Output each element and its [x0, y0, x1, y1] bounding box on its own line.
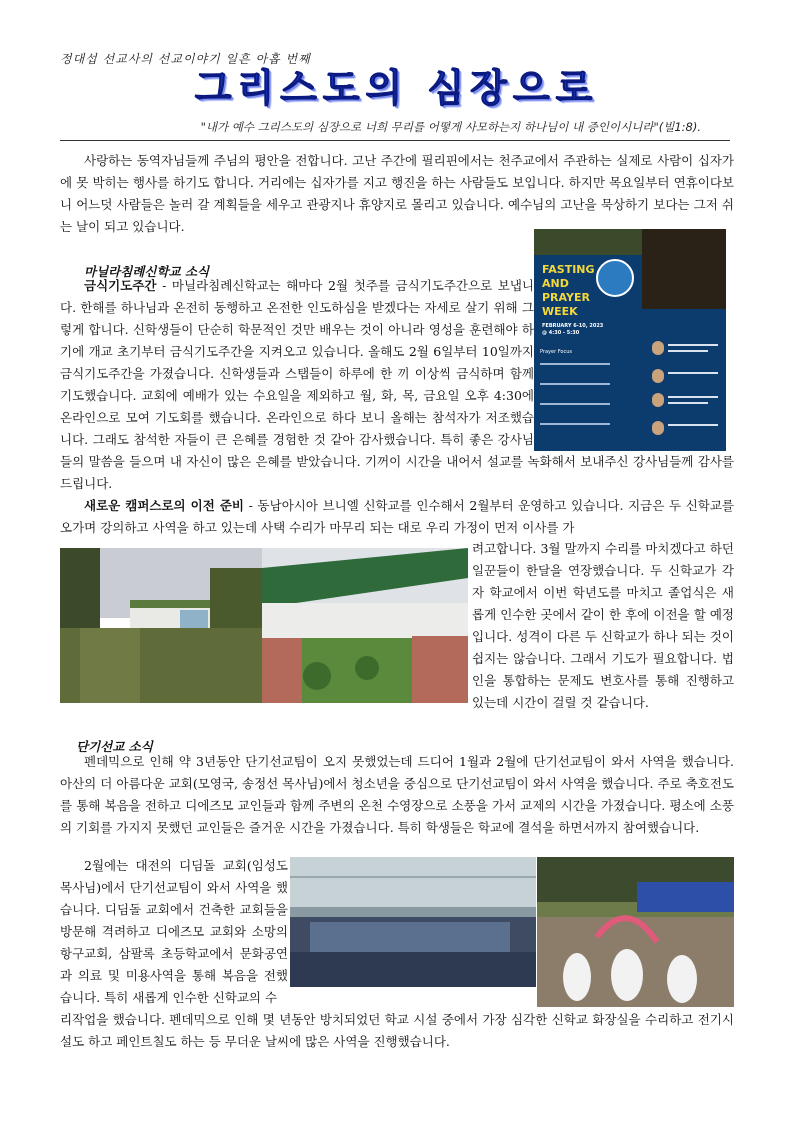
walkway-right	[412, 636, 468, 703]
dancer	[667, 955, 697, 1003]
dance-performance-photo	[537, 857, 734, 1007]
poster-title	[542, 263, 595, 319]
speaker-name-line	[668, 424, 718, 426]
main-title: 그리스도의 심장으로	[194, 66, 599, 110]
bible-verse: "내가 예수 그리스도의 심장으로 너희 무리를 어떻게 사모하는지 하나님이 내 증인이시니라"(빌1:8).	[200, 120, 701, 134]
speaker-photo	[652, 341, 664, 355]
speaker-name-line	[668, 344, 718, 346]
shrub	[355, 656, 379, 680]
poster-title-line: AND	[542, 277, 569, 290]
speaker-name-line	[668, 396, 718, 398]
speaker-photo	[652, 369, 664, 383]
praying-hands-photo	[642, 229, 726, 309]
gym-wall	[290, 857, 536, 907]
group-photo	[290, 857, 536, 987]
short-term-paragraph-2-continued: 리작업을 했습니다. 펜데믹으로 인해 몇 년동안 방치되었던 학교 시설 중에서 가장 심각한 신학교 화장실을 수리하고 전기시설도 하고 페인트칠도 하는 등 무더운 날씨에 많은 사역을 진행했습니다.	[60, 1012, 734, 1049]
poster-title-line: FASTING	[542, 263, 595, 276]
campus-courtyard-photo	[262, 548, 468, 703]
campus-side-text: 려고합니다. 3월 말까지 수리를 마치겠다고 하던 일꾼들이 한달을 연장했습니다. 두 신학교가 각자 학교에서 이번 학년도를 마치고 졸업식은 새롭게 인수한 곳에서 같이 한 후에 이전을 할 예정입니다. 성격이 다른 두 신학교가 하나 되는 것이 쉽지는 않습니다. 그래서 기도가 필요합니다. 법인을 통합하는 문제도 변호사를 통해 진행하고 있는데 시간이 걸릴 것 같습니다.	[472, 541, 734, 710]
speaker-name-line	[668, 402, 708, 404]
short-term-section-heading: 단기선교 소식	[76, 739, 153, 754]
crowd-front	[290, 952, 536, 987]
tree-right	[210, 568, 263, 638]
dancer	[611, 949, 643, 1001]
series-title: 정대섭 선교사의 선교이야기 일흔 아홉 번째	[60, 52, 311, 66]
poster-date-line: FEBRUARY 6-10, 2023	[542, 323, 604, 329]
speaker-name-line	[668, 372, 718, 374]
fasting-prayer-week-poster	[534, 229, 726, 451]
poster-title-line: WEEK	[542, 305, 578, 318]
roof	[130, 600, 210, 608]
focus-item-line	[540, 363, 610, 365]
short-term-paragraph-2: 2월에는 대전의 디딤돌 교회(임성도 목사님)에서 단기선교팀이 와서 사역을 했습니다. 디딤돌 교회에서 건축한 교회들을 방문해 격려하고 디에즈모 교회와 소망의 항구교회, 삼팔록 초등학교에서 문화공연과 의료 및 미용사역을 통해 복음을 전했습니다. 특히 새롭게 인수한 신학교의 수	[60, 858, 288, 1005]
header-divider	[60, 140, 730, 141]
poster-focus-label: Prayer Focus	[540, 349, 573, 355]
lawn-patch	[80, 628, 140, 703]
seminary-logo	[596, 259, 634, 297]
speaker-photo	[652, 421, 664, 435]
short-term-paragraph-1: 펜데믹으로 인해 약 3년동안 단기선교팀이 오지 못했었는데 드디어 1월과 2월에 단기선교팀이 와서 사역을 했습니다. 아산의 더 아름다운 교회(모영국, 송정선 목사님)에서 청소년을 중심으로 단기선교팀이 와서 사역을 했습니다. 주로 축호전도를 통해 복음을 전하고 디에즈모 교인들과 함께 주변의 온천 수영장으로 소풍을 가서 교제의 시간을 가졌습니다. 평소에 소풍의 기회를 가지지 못했던 교인들은 즐거운 시간을 가졌습니다. 특히 학생들은 학교에 결석을 하면서까지 참여했습니다.	[60, 754, 734, 835]
campus-entrance-photo	[60, 548, 263, 703]
crowd-back	[310, 922, 510, 952]
tree-left	[60, 548, 100, 638]
poster-date	[542, 323, 603, 337]
speaker-photo	[652, 393, 664, 407]
poster-time-line: @ 4:30 - 5:30	[542, 330, 580, 336]
poster-title-line: PRAYER	[542, 291, 590, 304]
shrub	[303, 662, 331, 690]
tent	[637, 882, 734, 912]
fasting-text: - 마닐라침례신학교는 해마다 2월 첫주를 금식기도주간으로 보냅니다. 한해를 하나님과 온전히 동행하고 온전한 인도하심을 받겠다는 자세로 살기 위해 그렇게 합니다. 신학생들이 단순히 학문적인 것만 배우는 것이 아니라 영성을 훈련해야 하기에 개교 초기부터 금식기도주간을 지켜오고 있습니다. 올해도 2월 6일부터 10일까지 금식기도주간을 가졌습니다. 신학생들과 스탭들이 하루에 한 끼 이상씩 금식하며 함께 기도했습니다. 교회에 예배가 있는 수요일을 제외하고 월, 화, 목, 금요일 오후 4:30에 온라인으로 모여 기도회를 했습니다. 온라인으로 하다 보니 올해는 참석자가 저조했습니다. 그래도 참석한 자들이 큰 은혜를 경험한 것 같아 감사했습니다. 특히 좋은 강사님들의 말씀을 들으며 내 자신이 많은 은혜를 받았습니다. 기꺼이 시간을 내어서 설교를 녹화해서 보내주신 강사님들께 감사를 드립니다.	[60, 278, 734, 491]
campus-lead: 새로운 캠퍼스로의 이전 준비	[84, 498, 245, 513]
campus-text: - 동남아시아 브니엘 신학교를 인수해서 2월부터 운영하고 있습니다. 지금은 두 신학교를 오가며 강의하고 사역을 하고 있는데 사택 수리가 마무리 되는 대로 우리 가정이 먼저 이사를 가	[60, 498, 735, 535]
focus-item-line	[540, 403, 610, 405]
focus-item-line	[540, 383, 610, 385]
intro-paragraph: 사랑하는 동역자님들께 주님의 평안을 전합니다. 고난 주간에 필리핀에서는 천주교에서 주관하는 실제로 사람이 십자가에 못 박히는 행사를 하기도 합니다. 거리에는 십자가를 지고 행진을 하는 사람들도 보입니다. 하지만 목요일부터 연휴이다보니 어느덧 사람들은 놀러 갈 계획들을 세우고 관광지나 휴양지로 몰리고 있습니다. 예수님의 고난을 묵상하기 보다는 그저 쉬는 날이 되고 있습니다.	[60, 153, 734, 234]
dancer	[563, 953, 591, 1001]
fasting-lead: 금식기도주간	[84, 278, 157, 293]
speaker-name-line	[668, 350, 708, 352]
sign	[180, 610, 208, 628]
walkway-left	[262, 638, 302, 703]
focus-item-line	[540, 423, 610, 425]
campus-paragraph	[60, 495, 734, 539]
manila-section-heading: 마닐라침례신학교 소식	[84, 264, 210, 279]
